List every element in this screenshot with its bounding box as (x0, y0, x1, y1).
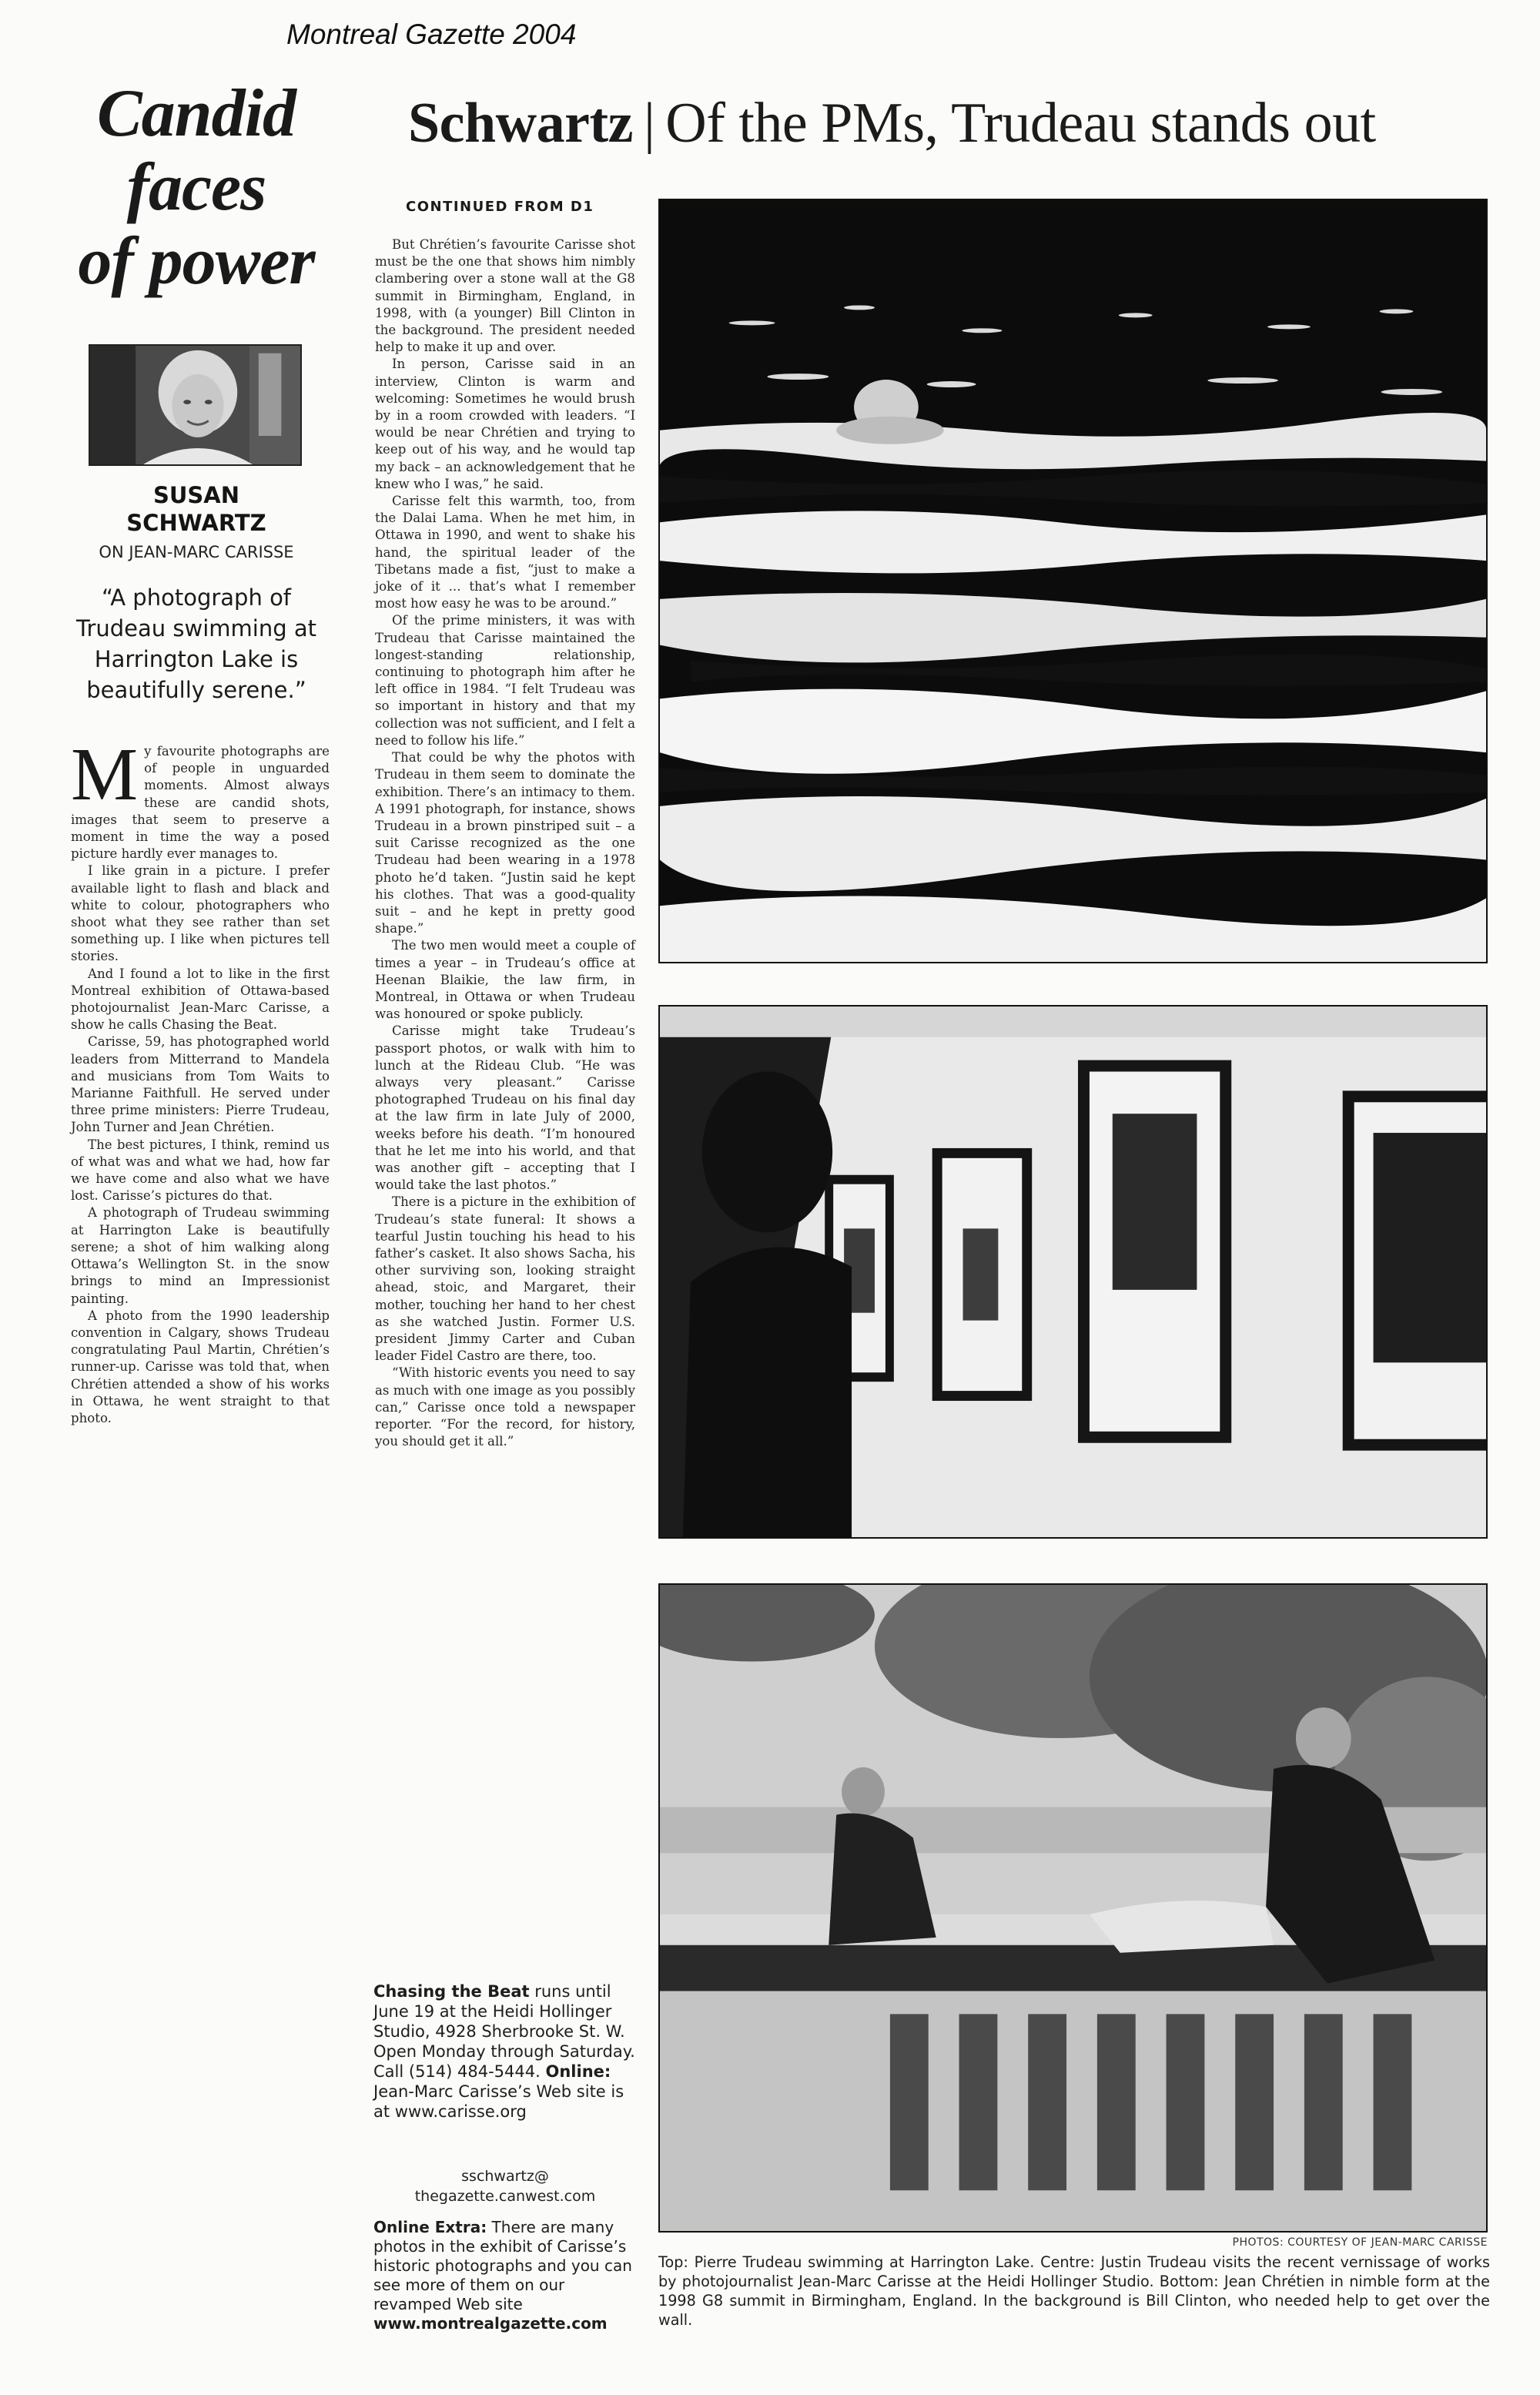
headline-name: Schwartz (408, 92, 633, 155)
body-paragraph: But Chrétien’s favourite Carisse shot must be the one that shows him nimbly clambering over a stone wall at the G8 summit in Birmingham, England, in 1998, with (a younger) Bill Clinton in the background. The president needed help to make it up and over. (375, 237, 635, 355)
drop-cap: M (71, 733, 139, 816)
photo-chretien-g8-wall (658, 1583, 1488, 2233)
online-extra (373, 2218, 637, 2333)
body-paragraph: “With historic events you need to say as much with one image as you possibly can,” Carisse once told a newspaper reporter. “For the record, for history, you should get it all.” (375, 1365, 635, 1449)
continued-from: CONTINUED FROM D1 (406, 199, 594, 215)
author-name-line: SCHWARTZ (126, 510, 266, 536)
headline (408, 91, 1532, 156)
kicker-line: faces (126, 150, 266, 225)
author-name (54, 481, 339, 537)
body-paragraph: That could be why the photos with Trudeau in them seem to dominate the exhibition. There’s an intimacy to them. A 1991 photograph, for instance, shows Trudeau in a brown pinstriped suit – a suit Carisse recognized as the one Trudeau had been wearing in a 1978 photo he’d taken. “Justin said he kept his clothes. That was a good-quality suit – and he kept in pretty good shape.” (375, 750, 635, 936)
body-paragraph: Carisse might take Trudeau’s passport photos, or walk with him to lunch at the Rideau Club. “He was always very pleasant.” Carisse photographed Trudeau on his final day at the law firm in late July of 2000, weeks before his death. “I’m honoured that he let me into his world, and that was another gift – accepting that I would take the last photos.” (375, 1023, 635, 1193)
photo-credit: PHOTOS: COURTESY OF JEAN-MARC CARISSE (1232, 2236, 1488, 2249)
website-link[interactable]: www.montrealgazette.com (373, 2314, 608, 2333)
column-kicker (54, 77, 339, 299)
body-paragraph: I like grain in a picture. I prefer available light to flash and black and white to colour, photographers who shoot what they see rather than set something up. I like when pictures tell stories. (71, 863, 330, 964)
body-paragraph: A photo from the 1990 leadership convention in Calgary, shows Trudeau congratulating Paul Martin, Chrétien’s runner-up. Carisse was told that, when Chrétien attended a show of his works in Ottawa, he went straight to that photo. (71, 1308, 330, 1425)
author-topic: ON JEAN-MARC CARISSE (99, 543, 294, 561)
paragraph-text: y favourite photographs are of people in unguarded moments. Almost always these are candid shots, images that seem to preserve a moment in time the way a posed picture hardly ever manages to. (71, 744, 330, 862)
body-paragraph: Of the prime ministers, it was with Trudeau that Carisse maintained the longest-standing relationship, continuing to photograph him after he left office in 1984. “I felt Trudeau was so important in history and that my collection was not sufficient, and I felt a need to follow his life.” (375, 613, 635, 748)
body-paragraph: The two men would meet a couple of times a year – in Trudeau’s office at Heenan Blaikie, the law firm, in Montreal, in Ottawa or when Trudeau was honoured or spoke publicly. (375, 938, 635, 1022)
online-label: Online: (545, 2062, 611, 2081)
body-paragraph: And I found a lot to like in the first Montreal exhibition of Ottawa-based photojournalist Jean-Marc Carisse, a show he calls Chasing the Beat. (71, 966, 330, 1033)
body-paragraph (71, 733, 330, 863)
kicker-line: of power (78, 224, 315, 299)
event-details: runs until June 19 at the Heidi Hollinger Studio, 4928 Sherbrooke St. W. Open Monday through Saturday. Call (514) 484-5444. (373, 1982, 635, 2081)
email-line: thegazette.canwest.com (414, 2188, 596, 2205)
body-column-2 (375, 236, 635, 1450)
photo-gallery-vernissage (658, 1005, 1488, 1539)
author-headshot (89, 344, 302, 466)
online-extra-label: Online Extra: (373, 2218, 487, 2236)
photo-caption: Top: Pierre Trudeau swimming at Harrington Lake. Centre: Justin Trudeau visits the recent vernissage of works by photojournalist Jean-Marc Carisse at the Heidi Hollinger Studio. Bottom: Jean Chrétien in nimble form at the 1998 G8 summit in Birmingham, England. In the background is Bill Clinton, who needed help to get over the wall. (658, 2253, 1490, 2329)
kicker-line: Candid (96, 76, 296, 151)
body-paragraph: Carisse felt this warmth, too, from the Dalai Lama. When he met him, in Ottawa in 1990, and went to shake his hand, the spiritual leader of the Tibetans made a fist, “just to make a joke of it ... that’s what I remember most how easy he was to be around.” (375, 494, 635, 611)
email-line: sschwartz@ (461, 2168, 549, 2185)
event-title: Chasing the Beat (373, 1982, 530, 2001)
body-column-1 (71, 733, 330, 1427)
author-name-line: SUSAN (152, 482, 240, 508)
online-extra-text: There are many photos in the exhibit of Carisse’s historic photographs and you can see more of them on our revamped Web site (373, 2218, 632, 2313)
headline-separator: | (643, 92, 655, 155)
pull-quote: “A photograph of Trudeau swimming at Harrington Lake is beautifully serene.” (76, 585, 316, 703)
page-note: Montreal Gazette 2004 (286, 18, 577, 50)
headline-title: Of the PMs, Trudeau stands out (665, 92, 1376, 155)
body-paragraph: In person, Carisse said in an interview, Clinton is warm and welcoming: Sometimes he would brush by in a room crowded with leaders. “I would be near Chrétien and trying to keep out of his way, and he would tap my back – an acknowledgement that he knew who I was,” he said. (375, 357, 635, 491)
body-paragraph: There is a picture in the exhibition of Trudeau’s state funeral: It shows a tearful Justin touching his head to his father’s casket. It also shows Sacha, his other surviving son, looking straight ahead, stoic, and Margaret, their mother, touching her hand to her chest as she watched Justin. Former U.S. president Jimmy Carter and Cuban leader Fidel Castro are there, too. (375, 1194, 635, 1364)
event-info (373, 1981, 637, 2122)
body-paragraph: Carisse, 59, has photographed world leaders from Mitterrand to Mandela and musicians from Tom Waits to Marianne Faithfull. He served under three prime ministers: Pierre Trudeau, John Turner and Jean Chrétien. (71, 1034, 330, 1135)
author-email[interactable] (373, 2166, 637, 2206)
body-paragraph: A photograph of Trudeau swimming at Harrington Lake is beautifully serene; a shot of him walking along Ottawa’s Wellington St. in the snow brings to mind an Impressionist painting. (71, 1205, 330, 1306)
body-paragraph: The best pictures, I think, remind us of what was and what we had, how far we have come and also what we have lost. Carisse’s pictures do that. (71, 1137, 330, 1204)
online-details: Jean-Marc Carisse’s Web site is at www.carisse.org (373, 2082, 624, 2121)
photo-trudeau-swimming (658, 199, 1488, 963)
